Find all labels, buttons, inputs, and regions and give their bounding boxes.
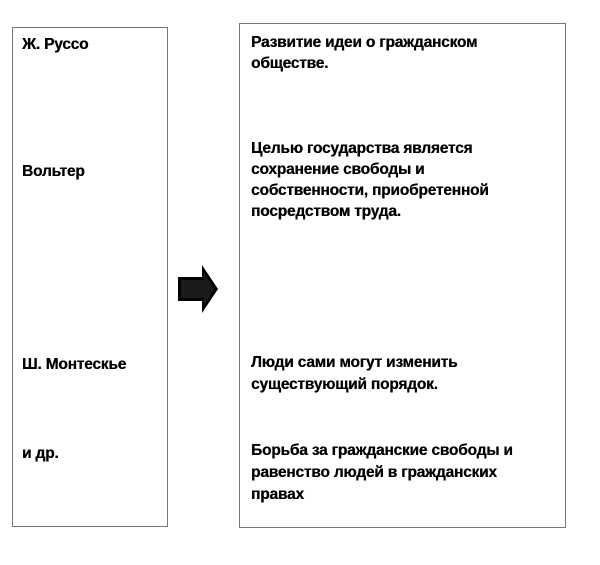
philosopher-montesquieu: Ш. Монтескье — [22, 356, 127, 373]
philosopher-others: и др. — [22, 445, 59, 462]
idea-civil-liberties: Борьба за гражданские свободы и равенство людей в гражданских правах — [251, 442, 513, 503]
philosopher-voltaire: Вольтер — [22, 163, 85, 180]
idea-civil-society: Развитие идеи о гражданском обществе. — [251, 34, 478, 72]
idea-state-purpose: Целью государства является сохранение свободы и собственности, приобретенной посредством труда. — [251, 140, 489, 220]
philosopher-rousseau: Ж. Руссо — [22, 36, 89, 53]
idea-people-change-order: Люди сами могут изменить существующий порядок. — [251, 354, 458, 393]
arrow-right-icon — [178, 265, 218, 313]
